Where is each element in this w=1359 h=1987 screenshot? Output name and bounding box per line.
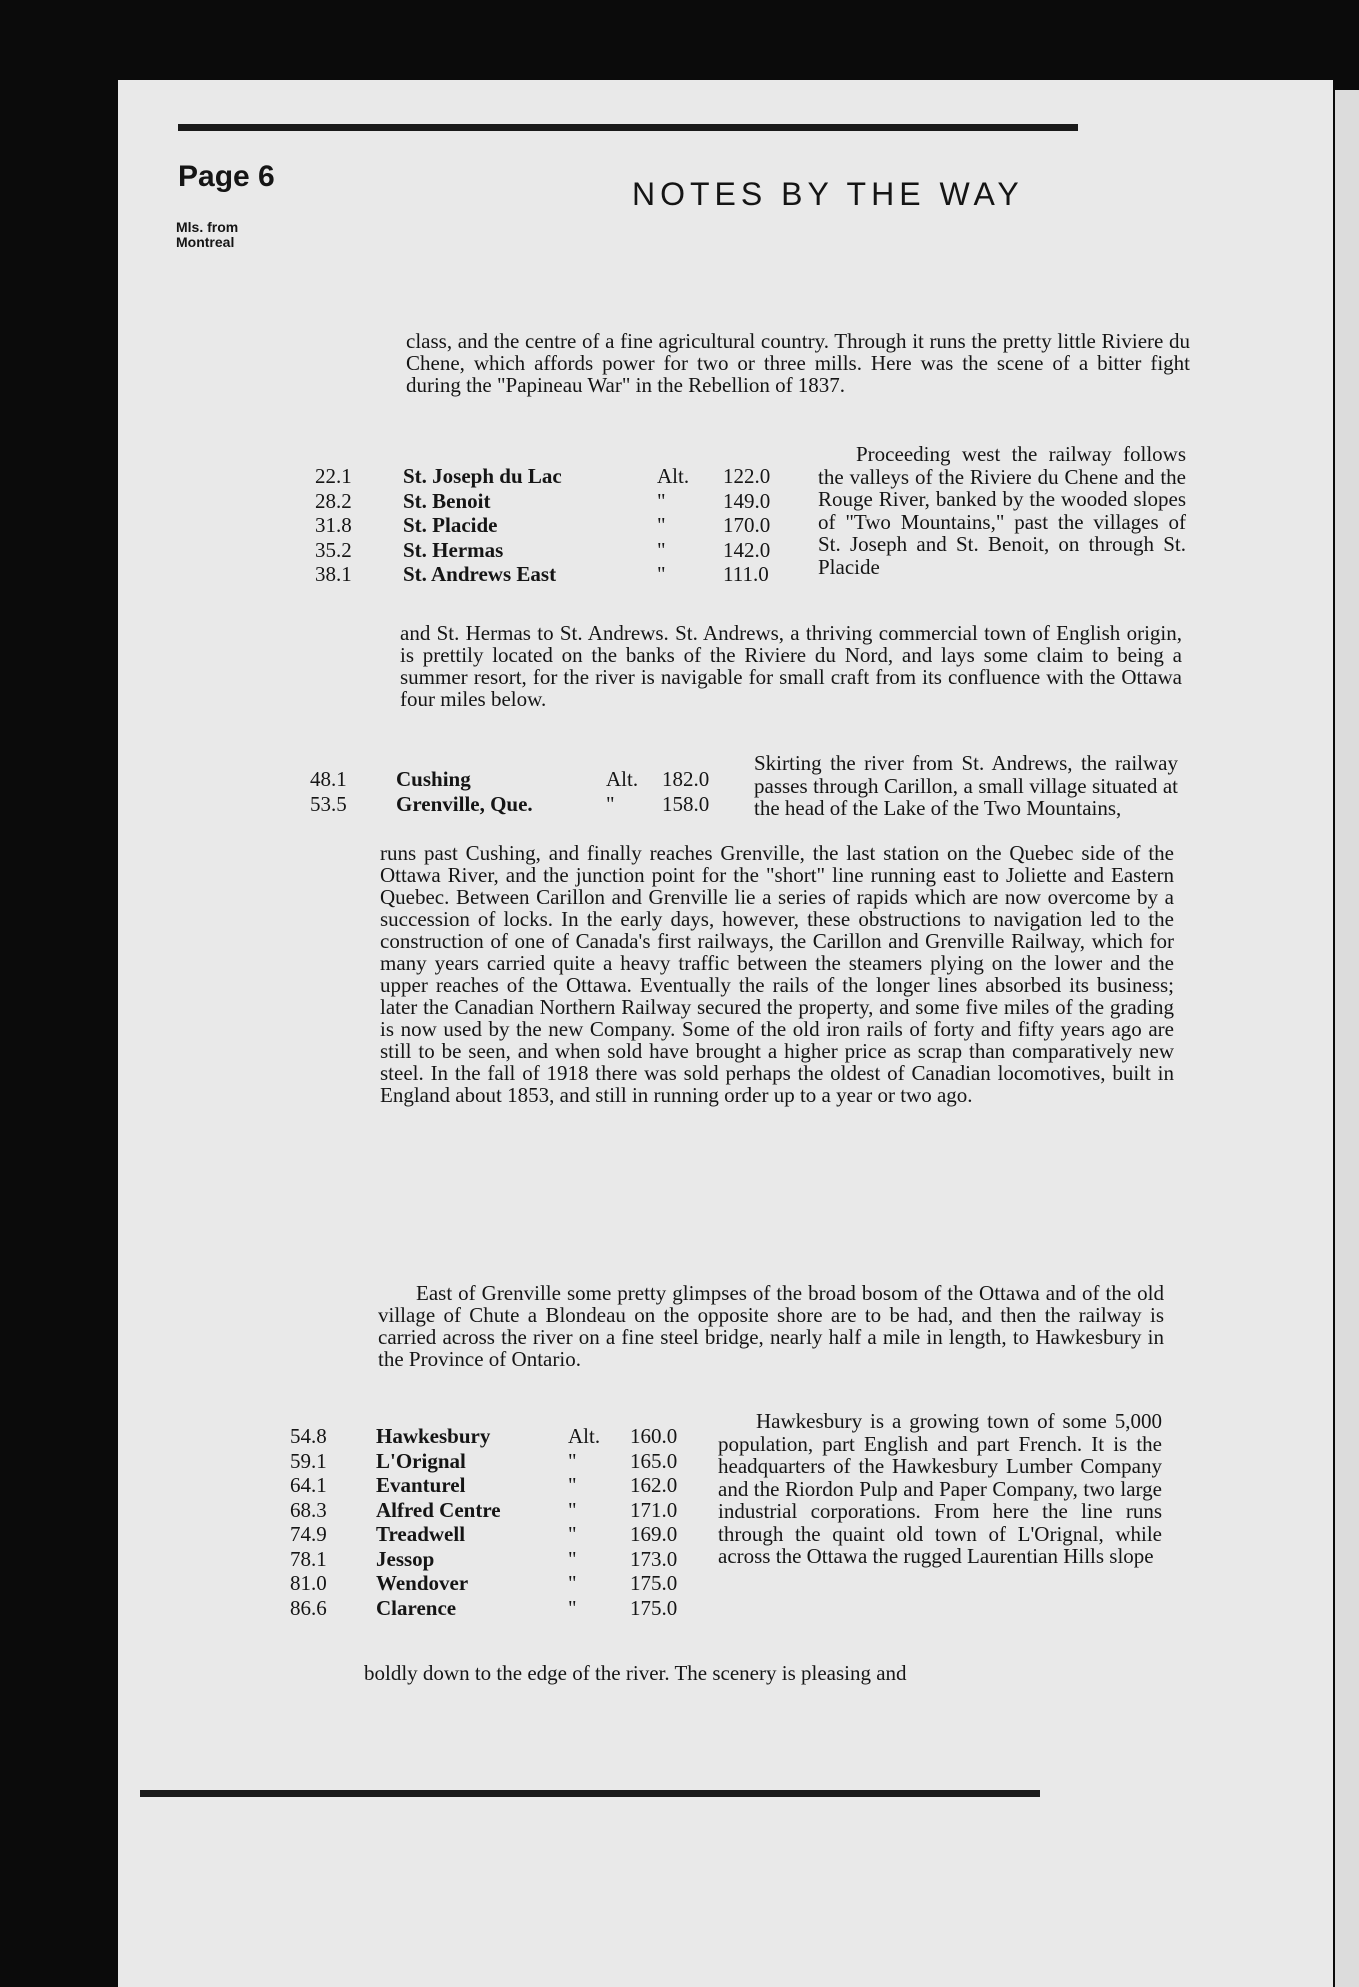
station-row [290,1424,710,1449]
station-table-2 [310,767,750,816]
station-alt-label: " [568,1473,577,1497]
station-row [310,767,750,792]
station-altitude: 158.0 [662,791,710,816]
paragraph-proceeding-west: Proceeding west the railway follows the valleys of the Riviere du Chene and the Rouge River, banked by the wooded slopes of "Two Mountains," past the villages of St. Joseph and St. Benoit, on through St. Placide [818,442,1186,579]
station-name: Treadwell [376,1522,466,1546]
bottom-rule [140,1790,1040,1797]
station-miles: 38.1 [315,562,352,586]
station-miles: 28.2 [315,488,352,513]
station-alt-label: " [657,537,666,562]
station-name: Alfred Centre [376,1497,501,1522]
station-name: Grenville, Que. [396,791,533,816]
paragraph-st-andrews: and St. Hermas to St. Andrews. St. Andrews, a thriving commercial town of English origin, is prettily located on the banks of the Riviere du Nord, and lays some claim to being a summer resort, for the river is navigable for small craft from its confluence with the Ottawa four miles below. [400,621,1182,711]
miles-column-label [176,220,296,250]
station-altitude: 182.0 [662,767,710,791]
station-miles: 53.5 [310,791,347,816]
running-head: NOTES BY THE WAY [632,176,1024,212]
station-altitude: 142.0 [723,537,771,562]
paragraph-east-of-grenville: East of Grenville some pretty glimpses of the broad bosom of the Ottawa and of the old village of Chute a Blondeau on the opposite shore are to be had, and then the railway is carried across the river on a fine steel bridge, nearly half a mile in length, to Hawkesbury in the Province of Ontario. [378,1281,1164,1371]
station-name: Cushing [396,767,471,791]
station-row [290,1547,710,1572]
station-name: St. Joseph du Lac [403,464,562,488]
station-name: Hawkesbury [376,1424,491,1448]
station-miles: 86.6 [290,1595,327,1620]
station-name: Evanturel [376,1473,466,1497]
station-name: St. Placide [403,513,498,537]
miles-label-line: Mls. from [176,219,239,235]
station-name: Wendover [376,1571,469,1595]
station-name: St. Benoit [403,488,491,513]
station-miles: 22.1 [315,464,352,488]
station-name: St. Andrews East [403,562,557,586]
station-altitude: 149.0 [723,488,771,513]
station-alt-label: " [657,513,666,537]
station-row [315,464,805,489]
station-name: Jessop [376,1546,435,1571]
station-altitude: 175.0 [630,1595,678,1620]
top-rule [178,124,1078,131]
station-altitude: 165.0 [630,1448,678,1473]
station-alt-label: Alt. [568,1424,601,1448]
paragraph-class-centre: class, and the centre of a fine agricultural country. Through it runs the pretty little Riviere du Chene, which affords power for two or three mills. Here was the scene of a bitter fight during the "Papineau War" in the Rebellion of 1837. [406,329,1190,397]
station-row [290,1498,710,1523]
station-alt-label: " [568,1497,577,1522]
station-altitude: 173.0 [630,1546,678,1571]
station-alt-label: " [606,791,615,816]
station-miles: 48.1 [310,767,347,791]
station-miles: 74.9 [290,1522,327,1546]
station-alt-label: " [568,1448,577,1473]
station-altitude: 111.0 [723,562,769,586]
station-alt-label: Alt. [606,767,639,791]
station-altitude: 171.0 [630,1497,678,1522]
station-miles: 31.8 [315,513,352,537]
station-row [290,1449,710,1474]
station-rows-3 [290,1424,710,1620]
station-row [310,792,750,817]
station-altitude: 175.0 [630,1571,678,1595]
station-row [290,1596,710,1621]
station-alt-label: " [568,1522,577,1546]
station-row [290,1473,710,1498]
station-name: L'Orignal [376,1448,466,1473]
station-miles: 64.1 [290,1473,327,1497]
station-miles: 59.1 [290,1448,327,1473]
station-alt-label: " [568,1595,577,1620]
paragraph-cushing-grenville: runs past Cushing, and finally reaches Grenville, the last station on the Quebec side of the Ottawa River, and the junction point for the "short" line running east to Joliette and Eastern Quebec. Between Carillon and Grenville lie a series of rapids which are now overcome by a succession of locks. In the early days, however, these obstructions to navigation led to the construction of one of Canada's first railways, the Carillon and Grenville Railway, which for many years carried quite a heavy traffic between the steamers plying on the lower and the upper reaches of the Ottawa. Eventually the rails of the longer lines absorbed its business; later the Canadian Northern Railway secured the property, and some five miles of the grading is now used by the new Company. Some of the old iron rails of forty and fifty years ago are still to be seen, and when sold have brought a higher price as scrap than comparatively new steel. In the fall of 1918 there was sold perhaps the oldest of Canadian locomotives, built in England about 1853, and still in running order up to a year or two ago. [380,841,1174,1107]
station-altitude: 122.0 [723,464,771,488]
facing-page-edge [1335,90,1359,1987]
miles-label-line: Montreal [176,234,235,250]
station-row [315,513,805,538]
station-alt-label: Alt. [657,464,690,488]
station-alt-label: " [568,1546,577,1571]
station-altitude: 169.0 [630,1522,678,1546]
station-altitude: 170.0 [723,513,771,537]
station-miles: 35.2 [315,537,352,562]
station-row [315,489,805,514]
station-altitude: 162.0 [630,1473,678,1497]
station-row [315,538,805,563]
station-table-3 [290,1424,710,1620]
paragraph-scenery: boldly down to the edge of the river. The scenery is pleasing and [364,1661,907,1685]
paragraph-hawkesbury: Hawkesbury is a growing town of some 5,000 population, part English and part French. It is the headquarters of the Hawkesbury Lumber Company and the Riordon Pulp and Paper Company, two large industrial corporations. From here the line runs through the quaint old town of L'Orignal, while across the Ottawa the rugged Laurentian Hills slope [718,1409,1162,1568]
station-row [290,1522,710,1547]
station-row [315,562,805,587]
station-alt-label: " [657,562,666,586]
station-miles: 68.3 [290,1497,327,1522]
station-table-1 [315,464,805,587]
station-miles: 81.0 [290,1571,327,1595]
station-alt-label: " [568,1571,577,1595]
station-alt-label: " [657,488,666,513]
station-name: St. Hermas [403,537,504,562]
station-rows-1 [315,464,805,587]
station-miles: 54.8 [290,1424,327,1448]
station-rows-2 [310,767,750,816]
station-name: Clarence [376,1595,457,1620]
station-row [290,1571,710,1596]
page-number: Page 6 [178,160,275,193]
station-altitude: 160.0 [630,1424,678,1448]
station-miles: 78.1 [290,1546,327,1571]
paragraph-skirting-river: Skirting the river from St. Andrews, the railway passes through Carillon, a small village situated at the head of the Lake of the Two Mountains, [754,751,1178,820]
